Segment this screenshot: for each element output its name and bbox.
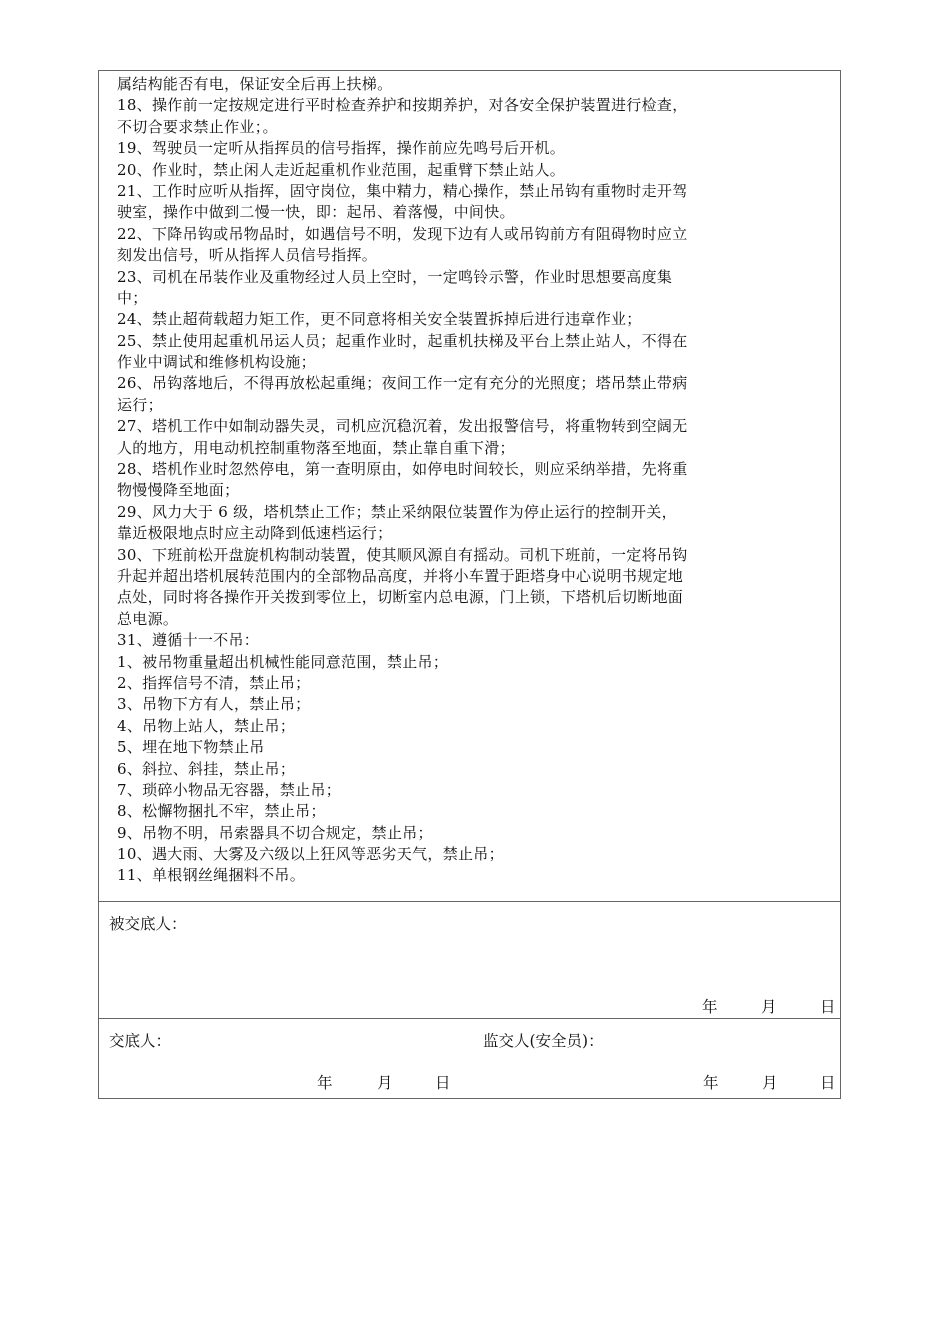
body-line: 运行；	[117, 395, 163, 414]
discloser-date-year: 年	[317, 1074, 333, 1092]
signature-cell	[99, 1019, 840, 1098]
body-line: 属结构能否有电，保证安全后再上扶梯。	[117, 75, 393, 93]
body-line: 31、遵循十一不吊：	[117, 631, 260, 650]
body-line: 29、风力大于 6 级，塔机禁止工作；禁止采纳限位装置作为停止运行的控制开关，	[117, 502, 677, 521]
body-line: 24、禁止超荷载超力矩工作，更不同意将相关安全装置拆掉后进行违章作业；	[117, 310, 642, 329]
body-line: 2、指挥信号不清，禁止吊；	[117, 673, 311, 692]
supervisor-date-month: 月	[762, 1074, 778, 1092]
body-line: 人的地方，用电动机控制重物落至地面，禁止靠自重下滑；	[117, 438, 515, 457]
body-line: 18、操作前一定按规定进行平时检查养护和按期养护，对各安全保护装置进行检查，	[117, 96, 688, 115]
body-line: 点处，同时将各操作开关拨到零位上，切断室内总电源，门上锁，下塔机后切断地面	[117, 588, 684, 607]
discloser-date-day: 日	[435, 1074, 451, 1092]
body-line: 8、松懈物捆扎不牢，禁止吊；	[117, 802, 326, 821]
discloser-date-month: 月	[377, 1074, 393, 1092]
body-line: 4、吊物上站人，禁止吊；	[117, 716, 296, 735]
body-line: 不切合要求禁止作业；。	[117, 117, 278, 136]
body-line: 3、吊物下方有人，禁止吊；	[117, 695, 311, 714]
body-line: 9、吊物不明，吊索器具不切合规定，禁止吊；	[117, 823, 433, 842]
body-line: 26、吊钩落地后，不得再放松起重绳；夜间工作一定有充分的光照度；塔吊禁止带病	[117, 374, 688, 393]
receiver-date-year: 年	[702, 998, 718, 1016]
body-line: 11、单根钢丝绳捆料不吊。	[117, 866, 305, 885]
body-line: 升起并超出塔机展转范围内的全部物品高度，并将小车置于距塔身中心说明书规定地	[117, 566, 684, 585]
receiver-label: 被交底人：	[109, 915, 187, 933]
body-line: 27、塔机工作中如制动器失灵，司机应沉稳沉着，发出报警信号，将重物转到空阔无	[117, 417, 688, 436]
body-line: 刻发出信号，听从指挥人员信号指挥。	[117, 246, 378, 265]
body-line: 作业中调试和维修机构设施；	[117, 353, 316, 372]
body-line: 6、斜拉、斜挂，禁止吊；	[117, 759, 296, 778]
receiver-date-day: 日	[820, 998, 836, 1016]
body-line: 30、下班前松开盘旋机构制动装置，使其顺风源自有摇动。司机下班前，一定将吊钩	[117, 545, 688, 564]
supervisor-label: 监交人(安全员)：	[483, 1032, 604, 1050]
body-line: 10、遇大雨、大雾及六级以上狂风等恶劣天气，禁止吊；	[117, 845, 504, 864]
discloser-label: 交底人：	[109, 1032, 172, 1050]
body-line: 5、埋在地下物禁止吊	[117, 738, 265, 757]
body-line: 物慢慢降至地面；	[117, 481, 240, 500]
supervisor-date-day: 日	[820, 1074, 836, 1092]
body-text	[117, 74, 827, 887]
receiver-cell	[99, 902, 840, 1019]
body-line: 28、塔机作业时忽然停电，第一查明原由，如停电时间较长，则应采纳举措，先将重	[117, 460, 688, 479]
body-line: 中；	[117, 288, 148, 307]
body-line: 23、司机在吊装作业及重物经过人员上空时，一定鸣铃示警，作业时思想要高度集	[117, 267, 673, 286]
body-line: 7、琐碎小物品无容器，禁止吊；	[117, 780, 342, 799]
content-cell	[99, 71, 840, 902]
body-line: 20、作业时，禁止闲人走近起重机作业范围，起重臂下禁止站人。	[117, 160, 566, 179]
body-line: 21、工作时应听从指挥，固守岗位，集中精力，精心操作，禁止吊钩有重物时走开驾	[117, 181, 688, 200]
body-line: 1、被吊物重量超出机械性能同意范围，禁止吊；	[117, 652, 449, 671]
body-line: 驶室，操作中做到二慢一快，即：起吊、着落慢，中间快。	[117, 203, 515, 222]
body-line: 靠近极限地点时应主动降到低速档运行；	[117, 524, 393, 543]
body-line: 19、驾驶员一定听从指挥员的信号指挥，操作前应先鸣号后开机。	[117, 139, 566, 158]
body-line: 25、禁止使用起重机吊运人员；起重作业时，起重机扶梯及平台上禁止站人，不得在	[117, 331, 688, 350]
body-line: 总电源。	[117, 609, 179, 628]
receiver-date-month: 月	[761, 998, 777, 1016]
supervisor-date-year: 年	[703, 1074, 719, 1092]
body-line: 22、下降吊钩或吊物品时，如遇信号不明，发现下边有人或吊钩前方有阻碍物时应立	[117, 224, 688, 243]
disclosure-form	[98, 70, 841, 1099]
